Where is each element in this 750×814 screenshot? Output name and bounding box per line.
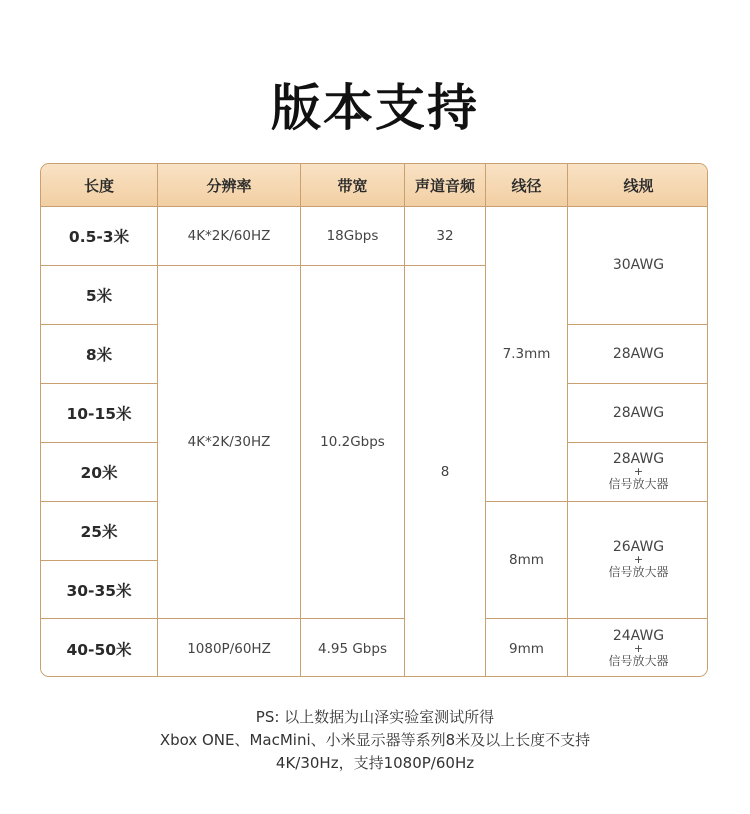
length-cell: 40-50米: [41, 619, 158, 677]
length-cell: 5米: [41, 266, 158, 325]
gauge-value: 24AWG: [612, 627, 665, 644]
header-bandwidth: 带宽: [301, 164, 405, 207]
gauge-value: 28AWG: [612, 404, 665, 421]
gauge-amplifier: 信号放大器: [608, 653, 669, 668]
length-cell: 8米: [41, 325, 158, 384]
gauge-amplifier: 信号放大器: [608, 477, 669, 491]
footnote-line: 4K/30Hz，支持1080P/60Hz: [275, 754, 475, 772]
resolution-cell: 4K*2K/60HZ: [158, 207, 301, 266]
gauge-cell: [568, 325, 708, 384]
gauge-cell: [568, 502, 708, 619]
audio-cell: 32: [405, 207, 486, 266]
gauge-amplifier: 信号放大器: [608, 565, 669, 579]
gauge-plus: +: [633, 553, 644, 566]
length-cell: 30-35米: [41, 561, 158, 619]
header-gauge: 线规: [568, 164, 708, 207]
gauge-plus: +: [633, 641, 644, 655]
gauge-cell: [568, 384, 708, 443]
gauge-cell: [568, 619, 708, 677]
resolution-cell: 4K*2K/30HZ: [158, 266, 301, 619]
header-audio: 声道音频: [405, 164, 486, 207]
gauge-value: 26AWG: [612, 539, 665, 555]
header-diameter: 线径: [486, 164, 568, 207]
gauge-plus: +: [633, 465, 644, 478]
length-cell: 25米: [41, 502, 158, 561]
gauge-value: 30AWG: [612, 257, 665, 273]
header-resolution: 分辨率: [158, 164, 301, 207]
diameter-cell: 8mm: [486, 502, 568, 619]
gauge-value: 28AWG: [612, 345, 665, 362]
header-length: 长度: [41, 164, 158, 207]
footnote-line: PS: 以上数据为山泽实验室测试所得: [255, 708, 495, 726]
gauge-cell: [568, 207, 708, 325]
gauge-value: 28AWG: [612, 451, 665, 467]
length-cell: 0.5-3米: [41, 207, 158, 266]
bandwidth-cell: 18Gbps: [301, 207, 405, 266]
audio-cell: 8: [405, 266, 486, 677]
gauge-cell: [568, 443, 708, 502]
length-cell: 10-15米: [41, 384, 158, 443]
resolution-cell: 1080P/60HZ: [158, 619, 301, 677]
footnote-line: Xbox ONE、MacMini、小米显示器等系列8米及以上长度不支持: [159, 731, 591, 749]
diameter-cell: 9mm: [486, 619, 568, 677]
length-cell: 20米: [41, 443, 158, 502]
page-title: 版本支持: [271, 79, 479, 137]
version-support-table: [40, 163, 708, 677]
bandwidth-cell: 10.2Gbps: [301, 266, 405, 619]
diameter-cell: 7.3mm: [486, 207, 568, 502]
bandwidth-cell: 4.95 Gbps: [301, 619, 405, 677]
